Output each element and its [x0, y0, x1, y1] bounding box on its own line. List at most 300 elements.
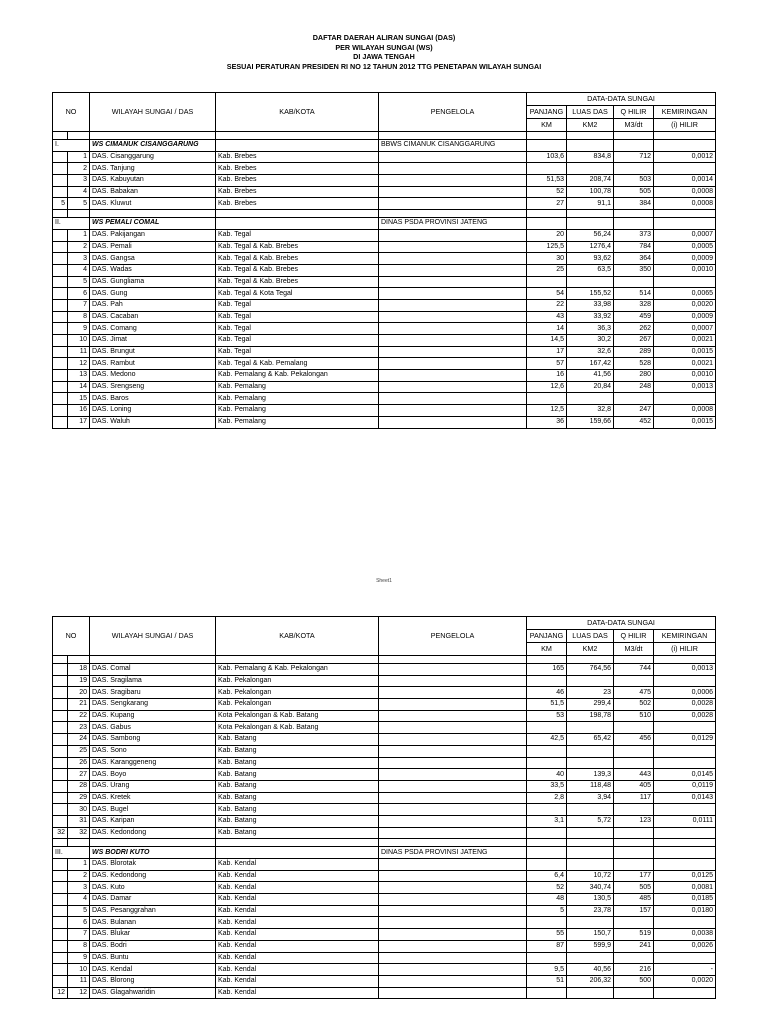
header-wilayah: WILAYAH SUNGAI / DAS	[90, 617, 216, 656]
q-hilir-cell	[614, 757, 654, 769]
q-hilir-cell: 510	[614, 710, 654, 722]
spacer-row	[53, 656, 716, 664]
panjang-cell	[527, 804, 567, 816]
luas-cell: 30,2	[567, 335, 614, 347]
table-row	[53, 299, 716, 311]
row-number: 14	[68, 381, 90, 393]
pengelola-cell	[379, 288, 527, 300]
header-luas-das: LUAS DAS	[567, 106, 614, 119]
q-hilir-cell: 241	[614, 940, 654, 952]
q-hilir-cell	[614, 917, 654, 929]
row-number: 32	[68, 827, 90, 839]
header-row	[53, 617, 716, 630]
kab-kota-cell: Kab. Kendal	[216, 894, 379, 906]
row-number: 20	[68, 687, 90, 699]
luas-cell: 150,7	[567, 929, 614, 941]
table-row	[53, 687, 716, 699]
empty-cell	[527, 218, 567, 230]
table-row	[53, 792, 716, 804]
pengelola-cell	[379, 198, 527, 210]
table-row	[53, 416, 716, 428]
spacer-row	[53, 210, 716, 218]
kab-kota-cell: Kab. Kendal	[216, 940, 379, 952]
section-name: WS BODRI KUTO	[90, 847, 216, 859]
kab-kota-cell: Kab. Kendal	[216, 882, 379, 894]
row-number: 5	[68, 905, 90, 917]
table-row	[53, 311, 716, 323]
pengelola-cell	[379, 870, 527, 882]
luas-cell	[567, 987, 614, 999]
panjang-cell: 53	[527, 710, 567, 722]
section-name: WS PEMALI COMAL	[90, 218, 216, 230]
kemiringan-cell: 0,0006	[654, 687, 716, 699]
row-number: 3	[68, 253, 90, 265]
row-number: 17	[68, 416, 90, 428]
q-hilir-cell: 712	[614, 151, 654, 163]
das-name: DAS. Boyo	[90, 769, 216, 781]
subtotal-cell: 32	[53, 827, 68, 839]
panjang-cell	[527, 757, 567, 769]
table-row	[53, 664, 716, 676]
pengelola-cell	[379, 175, 527, 187]
kab-kota-cell: Kab. Pekalongan	[216, 687, 379, 699]
pengelola-cell	[379, 964, 527, 976]
luas-cell: 118,48	[567, 780, 614, 792]
table-row	[53, 186, 716, 198]
pengelola-cell	[379, 687, 527, 699]
table-row	[53, 859, 716, 871]
header-q-unit: M3/dt	[614, 643, 654, 656]
das-name: DAS. Gangsa	[90, 253, 216, 265]
panjang-cell	[527, 675, 567, 687]
subtotal-cell	[53, 815, 68, 827]
pengelola-cell	[379, 151, 527, 163]
empty-cell	[379, 210, 527, 218]
panjang-cell: 22	[527, 299, 567, 311]
q-hilir-cell: 405	[614, 780, 654, 792]
kab-kota-cell: Kab. Kendal	[216, 917, 379, 929]
pengelola-cell	[379, 905, 527, 917]
luas-cell: 599,9	[567, 940, 614, 952]
empty-cell	[379, 132, 527, 140]
header-kemiringan-unit: (i) HILIR	[654, 643, 716, 656]
q-hilir-cell	[614, 163, 654, 175]
kab-kota-cell: Kab. Tegal & Kab. Brebes	[216, 241, 379, 253]
header-luas-unit: KM2	[567, 643, 614, 656]
panjang-cell: 33,5	[527, 780, 567, 792]
empty-cell	[68, 132, 90, 140]
subtotal-cell	[53, 346, 68, 358]
das-name: DAS. Damar	[90, 894, 216, 906]
empty-cell	[654, 210, 716, 218]
kab-kota-cell: Kab. Kendal	[216, 859, 379, 871]
table-row	[53, 346, 716, 358]
subtotal-cell	[53, 416, 68, 428]
kemiringan-cell: 0,0065	[654, 288, 716, 300]
panjang-cell	[527, 163, 567, 175]
subtotal-cell	[53, 393, 68, 405]
subtotal-cell	[53, 323, 68, 335]
table-row	[53, 175, 716, 187]
row-number: 6	[68, 288, 90, 300]
kab-kota-cell: Kab. Tegal & Kab. Brebes	[216, 253, 379, 265]
pengelola-cell	[379, 917, 527, 929]
das-name: DAS. Urang	[90, 780, 216, 792]
row-number: 3	[68, 882, 90, 894]
panjang-cell: 51,5	[527, 699, 567, 711]
panjang-cell	[527, 827, 567, 839]
kemiringan-cell: 0,0009	[654, 311, 716, 323]
q-hilir-cell: 528	[614, 358, 654, 370]
kab-kota-cell: Kab. Tegal & Kab. Brebes	[216, 276, 379, 288]
row-number: 9	[68, 952, 90, 964]
empty-cell	[527, 140, 567, 152]
kemiringan-cell: 0,0010	[654, 264, 716, 276]
row-number: 16	[68, 405, 90, 417]
row-number: 26	[68, 757, 90, 769]
panjang-cell: 25	[527, 264, 567, 276]
panjang-cell	[527, 987, 567, 999]
subtotal-cell: 5	[53, 198, 68, 210]
kemiringan-cell: 0,0119	[654, 780, 716, 792]
q-hilir-cell	[614, 804, 654, 816]
empty-cell	[527, 132, 567, 140]
luas-cell	[567, 757, 614, 769]
das-name: DAS. Medono	[90, 370, 216, 382]
pengelola-cell	[379, 757, 527, 769]
das-name: DAS. Sambong	[90, 734, 216, 746]
table-row	[53, 198, 716, 210]
row-number: 10	[68, 335, 90, 347]
empty-cell	[53, 656, 68, 664]
section-number: III.	[53, 847, 90, 859]
subtotal-cell	[53, 769, 68, 781]
kemiringan-cell: 0,0015	[654, 346, 716, 358]
panjang-cell: 48	[527, 894, 567, 906]
pengelola-cell	[379, 827, 527, 839]
kab-kota-cell: Kab. Pemalang	[216, 381, 379, 393]
panjang-cell: 165	[527, 664, 567, 676]
luas-cell: 56,24	[567, 229, 614, 241]
row-number: 12	[68, 358, 90, 370]
row-number: 7	[68, 929, 90, 941]
luas-cell: 139,3	[567, 769, 614, 781]
kemiringan-cell	[654, 757, 716, 769]
kemiringan-cell: 0,0021	[654, 358, 716, 370]
panjang-cell: 20	[527, 229, 567, 241]
q-hilir-cell: 485	[614, 894, 654, 906]
table-row	[53, 917, 716, 929]
row-number: 7	[68, 299, 90, 311]
luas-cell: 63,5	[567, 264, 614, 276]
empty-cell	[567, 210, 614, 218]
table-row	[53, 253, 716, 265]
kemiringan-cell	[654, 987, 716, 999]
table-row	[53, 734, 716, 746]
kemiringan-cell	[654, 827, 716, 839]
das-name: DAS. Buntu	[90, 952, 216, 964]
table-row	[53, 940, 716, 952]
das-name: DAS. Bulanan	[90, 917, 216, 929]
das-name: DAS. Cacaban	[90, 311, 216, 323]
kab-kota-cell: Kab. Tegal & Kab. Pemalang	[216, 358, 379, 370]
kemiringan-cell	[654, 276, 716, 288]
table-row	[53, 769, 716, 781]
subtotal-cell	[53, 792, 68, 804]
table-row	[53, 393, 716, 405]
subtotal-cell	[53, 952, 68, 964]
das-name: DAS. Gungliama	[90, 276, 216, 288]
pengelola-cell	[379, 929, 527, 941]
q-hilir-cell: 456	[614, 734, 654, 746]
q-hilir-cell	[614, 675, 654, 687]
das-name: DAS. Gabus	[90, 722, 216, 734]
row-number: 3	[68, 175, 90, 187]
panjang-cell: 43	[527, 311, 567, 323]
empty-cell	[90, 656, 216, 664]
pengelola-cell	[379, 241, 527, 253]
subtotal-cell	[53, 710, 68, 722]
kab-kota-cell: Kab. Tegal	[216, 346, 379, 358]
section-row	[53, 847, 716, 859]
luas-cell	[567, 827, 614, 839]
kemiringan-cell	[654, 952, 716, 964]
title-line-1: DAFTAR DAERAH ALIRAN SUNGAI (DAS)	[312, 33, 456, 42]
q-hilir-cell: 373	[614, 229, 654, 241]
panjang-cell: 12,5	[527, 405, 567, 417]
kemiringan-cell: 0,0013	[654, 381, 716, 393]
luas-cell: 764,56	[567, 664, 614, 676]
table-row	[53, 264, 716, 276]
pengelola-cell	[379, 792, 527, 804]
luas-cell	[567, 745, 614, 757]
das-name: DAS. Sragibaru	[90, 687, 216, 699]
table-row	[53, 929, 716, 941]
subtotal-cell	[53, 894, 68, 906]
das-name: DAS. Glagahwaridin	[90, 987, 216, 999]
kemiringan-cell: 0,0081	[654, 882, 716, 894]
kemiringan-cell	[654, 745, 716, 757]
row-number: 1	[68, 229, 90, 241]
table-row	[53, 405, 716, 417]
table-row	[53, 288, 716, 300]
q-hilir-cell	[614, 859, 654, 871]
row-number: 11	[68, 975, 90, 987]
row-number: 30	[68, 804, 90, 816]
table-row	[53, 381, 716, 393]
row-number: 2	[68, 870, 90, 882]
panjang-cell: 16	[527, 370, 567, 382]
empty-cell	[216, 132, 379, 140]
subtotal-cell	[53, 276, 68, 288]
das-name: DAS. Kupang	[90, 710, 216, 722]
pengelola-cell	[379, 987, 527, 999]
kemiringan-cell: 0,0015	[654, 416, 716, 428]
pengelola-cell	[379, 699, 527, 711]
q-hilir-cell	[614, 827, 654, 839]
q-hilir-cell	[614, 393, 654, 405]
kemiringan-cell: 0,0180	[654, 905, 716, 917]
kab-kota-cell: Kab. Brebes	[216, 175, 379, 187]
pengelola-cell	[379, 859, 527, 871]
empty-cell	[90, 839, 216, 847]
header-pengelola: PENGELOLA	[379, 93, 527, 132]
kab-kota-cell: Kab. Brebes	[216, 163, 379, 175]
subtotal-cell	[53, 186, 68, 198]
subtotal-cell	[53, 882, 68, 894]
row-number: 15	[68, 393, 90, 405]
empty-cell	[68, 656, 90, 664]
pengelola-cell: DINAS PSDA PROVINSI JATENG	[379, 218, 527, 230]
pengelola-cell	[379, 940, 527, 952]
panjang-cell: 2,8	[527, 792, 567, 804]
das-name: DAS. Rambut	[90, 358, 216, 370]
kemiringan-cell: -	[654, 964, 716, 976]
kemiringan-cell: 0,0185	[654, 894, 716, 906]
kemiringan-cell: 0,0143	[654, 792, 716, 804]
table-row	[53, 358, 716, 370]
empty-cell	[654, 839, 716, 847]
kab-kota-cell: Kab. Kendal	[216, 975, 379, 987]
luas-cell	[567, 804, 614, 816]
row-number: 2	[68, 241, 90, 253]
table-row	[53, 710, 716, 722]
luas-cell: 41,56	[567, 370, 614, 382]
kab-kota-cell: Kab. Brebes	[216, 186, 379, 198]
kemiringan-cell	[654, 722, 716, 734]
header-q-unit: M3/dt	[614, 119, 654, 132]
luas-cell: 36,3	[567, 323, 614, 335]
title-line-4: SESUAI PERATURAN PRESIDEN RI NO 12 TAHUN 2012 TTG PENETAPAN WILAYAH SUNGAI	[226, 61, 542, 71]
kab-kota-cell: Kab. Batang	[216, 827, 379, 839]
luas-cell: 167,42	[567, 358, 614, 370]
q-hilir-cell: 123	[614, 815, 654, 827]
panjang-cell: 57	[527, 358, 567, 370]
panjang-cell: 14	[527, 323, 567, 335]
panjang-cell: 55	[527, 929, 567, 941]
kemiringan-cell: 0,0026	[654, 940, 716, 952]
q-hilir-cell: 216	[614, 964, 654, 976]
row-number: 8	[68, 311, 90, 323]
pengelola-cell	[379, 882, 527, 894]
pengelola-cell	[379, 186, 527, 198]
subtotal-cell	[53, 151, 68, 163]
q-hilir-cell: 784	[614, 241, 654, 253]
subtotal-cell	[53, 241, 68, 253]
kab-kota-cell: Kab. Tegal	[216, 335, 379, 347]
panjang-cell: 30	[527, 253, 567, 265]
empty-cell	[527, 839, 567, 847]
row-number: 11	[68, 346, 90, 358]
das-name: DAS. Karipan	[90, 815, 216, 827]
panjang-cell: 5	[527, 905, 567, 917]
kemiringan-cell	[654, 675, 716, 687]
luas-cell	[567, 276, 614, 288]
header-q-hilir: Q HILIR	[614, 106, 654, 119]
subtotal-cell	[53, 264, 68, 276]
kemiringan-cell: 0,0129	[654, 734, 716, 746]
empty-cell	[216, 839, 379, 847]
pengelola-cell	[379, 264, 527, 276]
empty-cell	[68, 210, 90, 218]
row-number: 6	[68, 917, 90, 929]
header-kemiringan-unit: (i) HILIR	[654, 119, 716, 132]
panjang-cell: 12,6	[527, 381, 567, 393]
q-hilir-cell	[614, 952, 654, 964]
q-hilir-cell: 350	[614, 264, 654, 276]
kab-kota-cell: Kab. Batang	[216, 815, 379, 827]
pengelola-cell	[379, 393, 527, 405]
empty-cell	[567, 656, 614, 664]
pengelola-cell	[379, 675, 527, 687]
panjang-cell: 40	[527, 769, 567, 781]
table-row	[53, 952, 716, 964]
header-panjang-unit: KM	[527, 119, 567, 132]
table-row	[53, 815, 716, 827]
header-panjang: PANJANG	[527, 106, 567, 119]
kab-kota-cell: Kota Pekalongan & Kab. Batang	[216, 710, 379, 722]
kab-kota-cell: Kab. Batang	[216, 769, 379, 781]
pengelola-cell	[379, 769, 527, 781]
q-hilir-cell: 459	[614, 311, 654, 323]
row-number: 22	[68, 710, 90, 722]
panjang-cell: 46	[527, 687, 567, 699]
panjang-cell	[527, 952, 567, 964]
luas-cell: 10,72	[567, 870, 614, 882]
das-name: DAS. Baros	[90, 393, 216, 405]
kab-cell	[216, 140, 379, 152]
row-number: 23	[68, 722, 90, 734]
luas-cell: 1276,4	[567, 241, 614, 253]
luas-cell	[567, 917, 614, 929]
header-no: NO	[53, 617, 90, 656]
empty-cell	[53, 132, 68, 140]
table-row	[53, 745, 716, 757]
luas-cell	[567, 722, 614, 734]
q-hilir-cell: 452	[614, 416, 654, 428]
subtotal-cell	[53, 381, 68, 393]
row-number: 24	[68, 734, 90, 746]
panjang-cell	[527, 859, 567, 871]
das-name: DAS. Pah	[90, 299, 216, 311]
table-row	[53, 276, 716, 288]
subtotal-cell	[53, 757, 68, 769]
header-kab-kota: KAB/KOTA	[216, 617, 379, 656]
header-no: NO	[53, 93, 90, 132]
pengelola-cell	[379, 780, 527, 792]
empty-cell	[53, 839, 68, 847]
subtotal-cell	[53, 175, 68, 187]
panjang-cell: 36	[527, 416, 567, 428]
das-name: DAS. Bodri	[90, 940, 216, 952]
kab-kota-cell: Kab. Kendal	[216, 929, 379, 941]
das-name: DAS. Bugel	[90, 804, 216, 816]
empty-cell	[567, 132, 614, 140]
pengelola-cell: DINAS PSDA PROVINSI JATENG	[379, 847, 527, 859]
das-table-page-1	[52, 92, 716, 429]
subtotal-cell	[53, 675, 68, 687]
kab-kota-cell: Kab. Pemalang	[216, 393, 379, 405]
empty-cell	[527, 847, 567, 859]
kemiringan-cell	[654, 804, 716, 816]
empty-cell	[614, 140, 654, 152]
empty-cell	[654, 656, 716, 664]
kemiringan-cell: 0,0009	[654, 253, 716, 265]
table-row	[53, 699, 716, 711]
kemiringan-cell: 0,0012	[654, 151, 716, 163]
das-name: DAS. Jimat	[90, 335, 216, 347]
kemiringan-cell: 0,0021	[654, 335, 716, 347]
